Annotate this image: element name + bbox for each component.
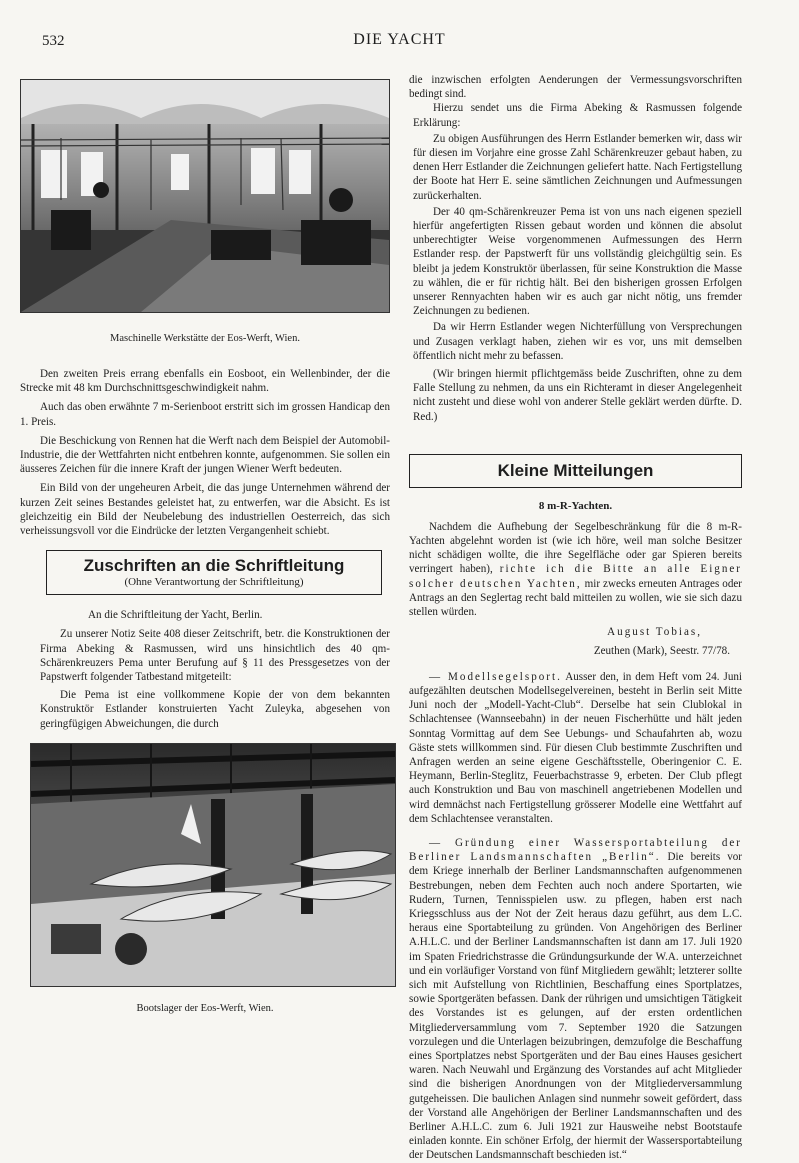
model-sailing-title: — Modellsegelsport. (429, 670, 562, 683)
paragraph: Die Pema ist eine vollkommene Kopie der von dem bekannten Konstruktör Estlander konstruierten Yacht Zuleyka, abgesehen von geringfügigen Abweichungen, die durch (40, 689, 390, 730)
paragraph (409, 520, 742, 619)
workshop-photo-caption: Maschinelle Werkstätte der Eos-Werft, Wien. (110, 333, 300, 344)
paragraph (409, 670, 742, 826)
boat-storage-photo (30, 743, 396, 987)
letters-section-subtitle: (Ohne Verantwortung der Schriftleitung) (124, 576, 304, 589)
subheading-8m-r-yachts: 8 m-R-Yachten. (538, 499, 613, 512)
article-body (20, 367, 390, 538)
paragraph: Auch das oben erwähnte 7 m-Serienboot erstritt sich im grossen Handicap den 1. Preis. (20, 401, 390, 428)
letters-section-title: Zuschriften an die Schriftleitung (83, 556, 345, 576)
club-founding-text: Die bereits vor dem Kriege innerhalb der Berliner Landsmannschaften aufgenommenen Bestrebungen, neben dem Fechten auch noch andere Sportarten, wie Rudern, Turnen, Tennisspielen usw. zu pflegen, haben erst nach Kriegsschluss aus der Not der Zeit heraus dazu geführt, aus dem L.C. heraus eine Sportabteilung zu gründen. Von Angehörigen des Berliner A.H.L.C. und der Berliner Landsmannschaften ist dann am 17. Juli 1920 im Spaten Friedrichstrasse die Gründungsurkunde der W.A. unterzeichnet und ein vorläufiger Vorstand von fünf Mitgliedern gewählt; letzterer sollte sich mit Aufstellung von Richtlinien, Beschaffung eines Sportplatzes, sowie Sportgeräten befassen. Dank der rührigen und umsichtigen Tätigkeit des Vorstandes ist es gelungen, auf der ersten ordentlichen Mitgliederversammlung vom 7. September 1920 die Satzungen vorzulegen und die Unterlagen beizubringen, demzufolge die Beschaffung eines Sportplatzes nebst Sportgeräten und der Bau eines Hauses gesichert waren. Nach Neuwahl und Ergänzung des Vorstandes auf acht Mitglieder sind die bisherigen Anordnungen von der Mitgliederversammlung gutgeheissen. Die baulichen Anlagen sind nunmehr soweit gefördert, dass der Vorstand alle Angehörigen der Berliner Landsmannschaften und des Berliner A.H.L.C. zum 6. Juli 1921 zur Hausweihe nebst Bootstaufe einladen konnte. Ein schöner Erfolg, der hiermit der Wassersportabteilung der Deutschen Landsmannschaft beschieden ist.“ (409, 851, 742, 1162)
page-number: 532 (42, 33, 65, 49)
paragraph: Hierzu sendet uns die Firma Abeking & Rasmussen folgende Erklärung: (413, 102, 742, 129)
running-head: DIE YACHT (353, 31, 446, 48)
paragraph: Zu unserer Notiz Seite 408 dieser Zeitschrift, betr. die Konstruktionen der Firma Abeking & Rasmussen, wird uns hinsichtlich des 40 qm-Schärenkreuzers Pema unter Berufung auf § 11 des Pressgesetzes von der Papstwerft folgender Tatbestand mitgeteilt: (40, 628, 390, 684)
letters-section-heading (46, 550, 382, 595)
paragraph: Die Beschickung von Rennen hat die Werft nach dem Beispiel der Automobil-Industrie, die der Wettfahrten nicht entbehren konnte, aufgenommen. Sie sollen ein äusseres Zeichen für die innere Kraft der jungen Wiener Werft bedeuten. (20, 434, 390, 476)
left-column (20, 73, 390, 1014)
boat-storage-photo-caption: Bootslager der Eos-Werft, Wien. (136, 1002, 274, 1014)
paragraph: Der 40 qm-Schärenkreuzer Pema ist von uns nach eigenen speziell hierfür angefertigten Rissen gebaut worden und können die absolut unberechtigter Weise vorgenommenen Aufmessungen des Herrn Estlander resp. der Papstwerft für uns vollständig gleichgültig sein. Es bleibt ja jedem Konstruktör überlassen, für seine Konstruktion die Masse zu wählen, die er für richtig hält. Bei den bisherigen grossen Erfolgen unserer Rennyachten haben wir es auch gar nicht nötig, uns fremder Zeichnungen zu bedienen. (413, 205, 742, 318)
short-news-section-heading (409, 454, 742, 488)
signature-address: Zeuthen (Mark), Seestr. 77/78. (593, 644, 730, 657)
paragraph: (Wir bringen hiermit pflichtgemäss beide Zuschriften, ohne zu dem Falle Stellung zu nehmen, da uns ein Richteramt in dieser Angelegenheit nicht zusteht und diese wohl von anderer Stelle geklärt werden dürfte. D. Red.) (413, 368, 742, 423)
yacht-text: Nachdem die Aufhebung der Segelbeschränkung für die 8 m-R-Yachten abgelehnt worden ist (wie ich höre, weil man solche Besitzer nicht schädigen wollte, die ihre Segelfläche oder gar Spieren bereits verringert haben), (409, 520, 742, 576)
model-sailing-text: Ausser den, in dem Heft vom 24. Juni aufgezählten deutschen Modellsegelvereinen, besteht in Berlin seit Mitte Juni noch der „Modell-Yacht-Club“. Derselbe hat sein Clublokal in Schlachtensee (Wannseebahn) in der neuen Fischerhütte und hält jeden Sonntag Vormittag auf dem See Uebungs- und Schaufahrten ab, wozu Gäste stets willkommen sind. Für diesen Club bestimmte Zuschriften und Anfragen werden an seine eigene Geschäftsstelle, Oberingenior C. E. Heymann, Berlin-Steglitz, Feuerbachstrasse 9, erbeten. Der Club pflegt auch Konstruktion und Bau von maschinell angetriebenen Modellen und wird demnächst nach Fertigstellung grösserer Modelle eine Wettfahrt auf dem Schlachtensee veranstalten. (409, 670, 742, 825)
letter-address: An die Schriftleitung der Yacht, Berlin. (88, 609, 263, 622)
paragraph: die inzwischen erfolgten Aenderungen der Vermessungsvorschriften bedingt sind. (409, 74, 742, 101)
signature-name: August Tobias, (607, 626, 702, 639)
workshop-photo (20, 79, 390, 313)
paragraph: Da wir Herrn Estlander wegen Nichterfüllung von Versprechungen und Zusagen verklagt haben, ziehen wir es vor, uns mit demselben öffentlich nicht mehr zu befassen. (413, 321, 742, 362)
right-column (409, 73, 742, 1163)
yacht-text: mir zwecks erneuten Antrages oder Antrags an den Seglertag recht bald mitteilen zu wollen, wie sie sich dazu stellen würden. (409, 577, 742, 619)
paragraph: Zu obigen Ausführungen des Herrn Estlander bemerken wir, dass wir für diesen im Vorjahre eine grosse Zahl Schärenkreuzer gebaut haben, zu denen Herr Estlander die Zeichnungen geliefert hatte. Nach Fertigstellung der Boote hat Herr E. seine sämtlichen Zeichnungen und Aufmessungen zurückerhalten. (413, 132, 742, 202)
yacht-text-emphasis: richte ich die Bitte an alle Eigner solcher deutschen Yachten, (409, 563, 742, 590)
paragraph: Den zweiten Preis errang ebenfalls ein Eosboot, ein Wellenbinder, der die Strecke mit 48 km Durchschnittsgeschwindigkeit nahm. (20, 368, 390, 395)
short-news-section-title: Kleine Mitteilungen (497, 460, 654, 480)
club-founding-title: — Gründung einer Wassersportabteilung der Berliner Landsmannschaften „Berlin“. (409, 836, 742, 864)
paragraph: Ein Bild von der ungeheuren Arbeit, die das junge Unternehmen während der kurzen Zeit seines Bestandes geleistet hat, zu entwerfen, war die Absicht. Es ist gleichzeitig ein Bild der Neubelebung des industriellen Oesterreich, das sich verheissungsvoll vor die Eindrücke der letzten Vergangenheit schiebt. (20, 482, 390, 538)
paragraph (409, 836, 742, 1163)
